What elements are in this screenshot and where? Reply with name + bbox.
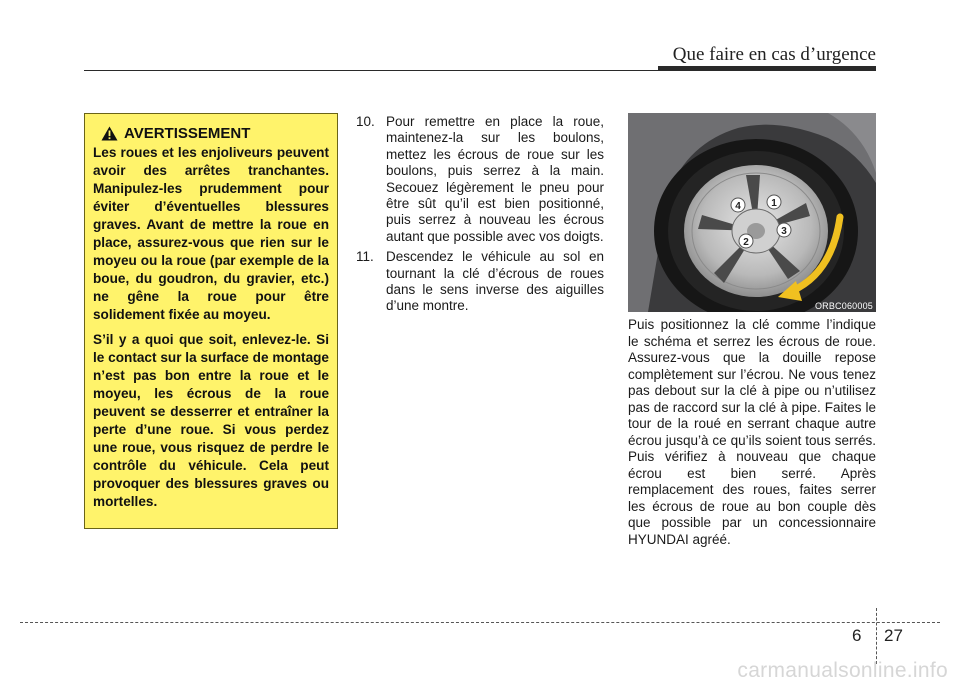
nut-label-2: 2: [743, 237, 749, 248]
warning-heading: [101, 125, 329, 142]
step-number: 11.: [356, 249, 374, 265]
step-item: [356, 249, 604, 315]
page-number: 27: [884, 626, 903, 645]
figure-code: ORBC060005: [814, 301, 873, 311]
running-header-title: Que faire en cas d’urgence: [672, 44, 876, 65]
step-item: [356, 114, 604, 245]
nut-label-3: 3: [781, 226, 787, 237]
chapter-number: 6: [852, 626, 862, 645]
wheel-nut-illustration: [628, 113, 876, 312]
nut-label-4: 4: [735, 201, 741, 212]
step-number: 10.: [356, 114, 375, 129]
warning-triangle-icon: [101, 126, 118, 141]
watermark: carmanualsonline.info: [737, 659, 948, 682]
wheel-illustration-svg: [628, 113, 876, 312]
warning-paragraph-2: S’il y a quoi que soit, enlevez-le. Si le contact sur la surface de montage n’est pas bon entre la roue et le moyeu, les écrous de la roue peuvent se desserrer et entraîner la perte d’une roue. Si vous perdez une roue, vous risquez de perdre le contrôle du véhicule. Cela peut provoquer des blessures graves ou mortelles.: [93, 332, 329, 509]
warning-title: AVERTISSEMENT: [124, 125, 251, 142]
header-rule-accent: [658, 66, 876, 71]
footer-divider: [876, 608, 877, 664]
nut-label-1: 1: [771, 198, 777, 209]
step-text: Pour remettre en place la roue, maintenez-la sur les boulons, mettez les écrous de roue sur les boulons, puis serrez à la main. Secouez légèrement le pneu pour être sût qu’il est bien positionné, puis serrez à nouveau les écrous autant que possible avec vos doigts.: [386, 114, 604, 244]
body-paragraph: Puis positionnez la clé comme l’indique le schéma et serrez les écrous de roue. Assurez-vous que la douille repose complètement sur l’écrou. Ne vous tenez pas debout sur la clé à pipe ou n’utilisez pas de raccord sur la clé à pipe. Faites le tour de la roué en serrant chaque autre écrou jusqu’à ce qu’ils soient tous serrés. Puis vérifiez à nouveau que chaque écrou est bien serré. Après remplacement des roues, faites serrer les écrous de roue au bon couple dès que possible par un concessionnaire HYUNDAI agréé.: [628, 317, 876, 547]
warning-paragraph-1: Les roues et les enjoliveurs peuvent avoir des arrêtes tranchantes. Manipulez-les prudemment pour éviter d’éventuelles blessures graves. Avant de mettre la roue en place, assurez-vous que rien sur le moyeu ou la roue (par exemple de la boue, du goudron, du gravier, etc.) ne gêne la roue pour être solidement fixée au moyeu.: [93, 145, 329, 322]
step-text: Descendez le véhicule au sol en tournant la clé d’écrous de roues dans le sens inverse des aiguilles d’une montre.: [386, 249, 604, 314]
warning-box: [84, 113, 338, 529]
instruction-steps: [356, 114, 604, 319]
footer-rule: [20, 622, 940, 623]
